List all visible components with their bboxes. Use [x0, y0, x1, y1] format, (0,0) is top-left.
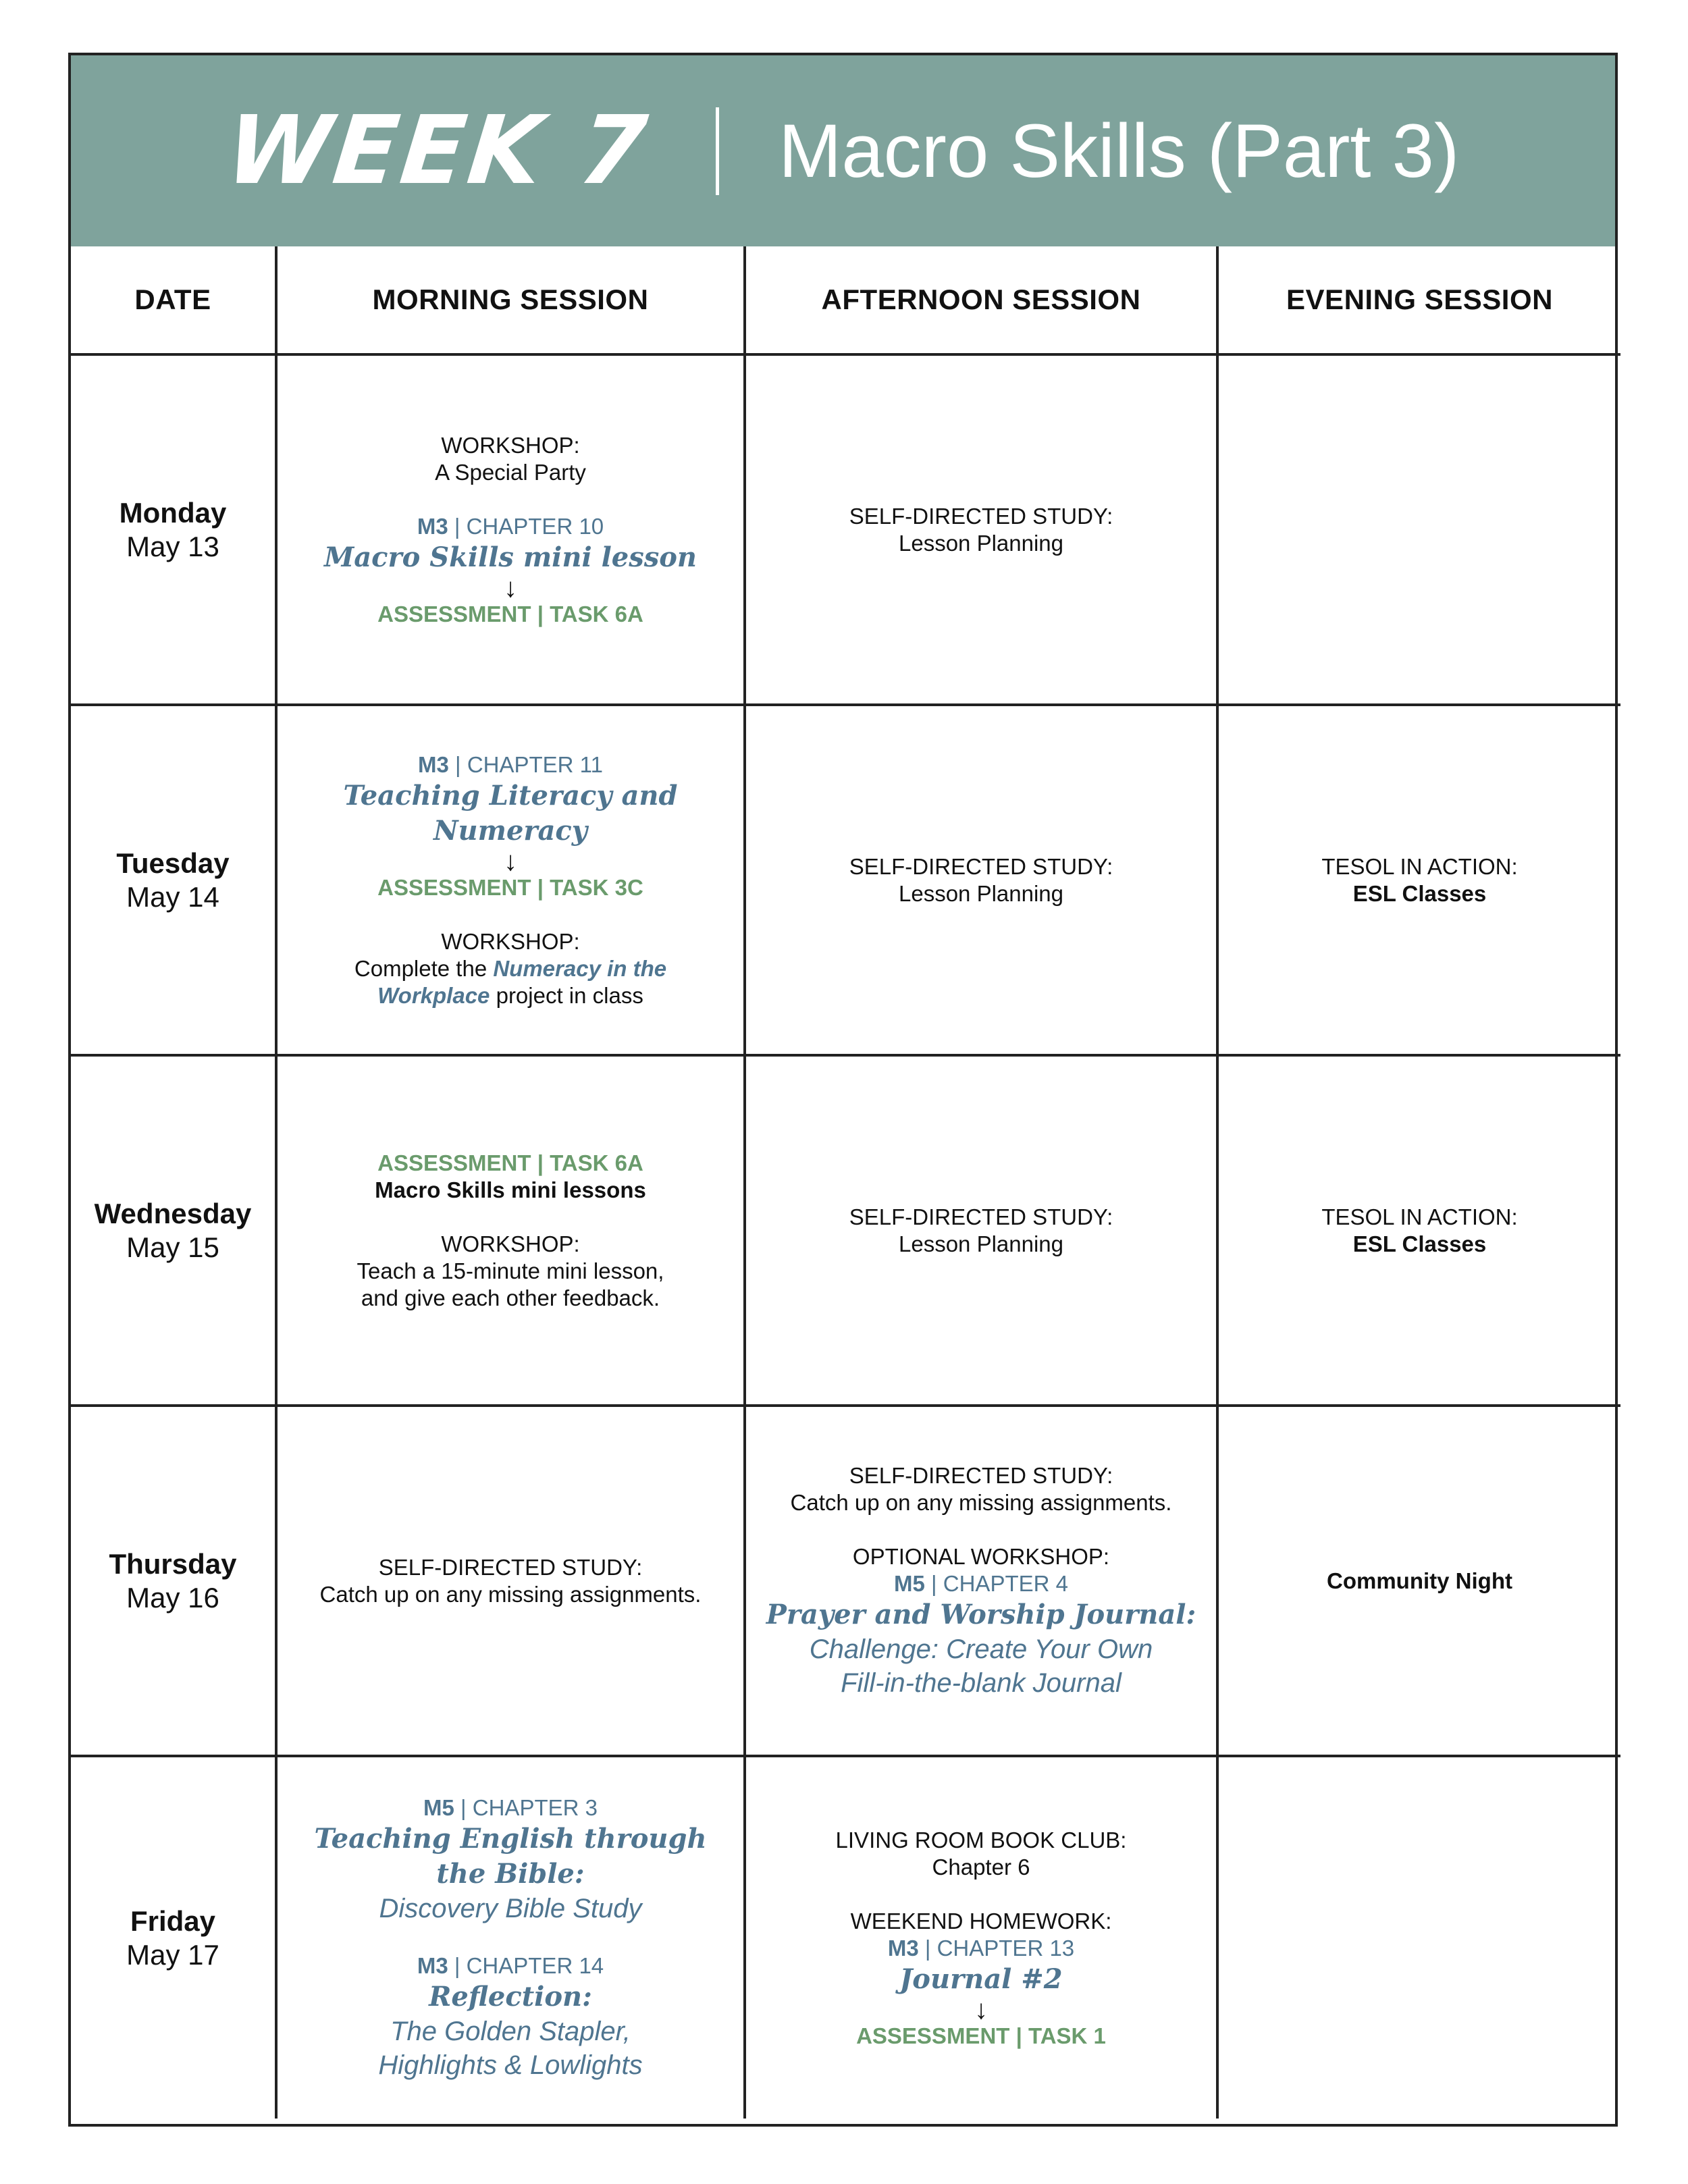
day-name: Tuesday	[116, 847, 230, 879]
date-cell	[71, 1406, 276, 1756]
chapter-label: CHAPTER 4	[943, 1570, 1068, 1596]
column-header-row	[71, 246, 1620, 354]
book-club-text: Chapter 6	[932, 1854, 1030, 1880]
book-club-label: LIVING ROOM BOOK CLUB:	[835, 1827, 1127, 1853]
day-date: May 16	[126, 1581, 219, 1614]
module-code: M3	[418, 751, 449, 777]
evening-text: ESL Classes	[1352, 1231, 1487, 1256]
optional-workshop-label: OPTIONAL WORKSHOP:	[852, 1543, 1110, 1569]
study-text: Lesson Planning	[898, 530, 1064, 556]
module-code: M3	[887, 1935, 919, 1961]
day-date: May 17	[126, 1938, 219, 1971]
evening-text: ESL Classes	[1352, 880, 1487, 906]
evening-text: Community Night	[1327, 1568, 1512, 1593]
chapter-label: CHAPTER 13	[937, 1935, 1075, 1961]
day-name: Monday	[119, 496, 227, 529]
afternoon-cell	[745, 1756, 1217, 2119]
day-date: May 13	[126, 530, 219, 562]
module-chapter: M3 | CHAPTER 14	[417, 1952, 604, 1978]
study-text: Lesson Planning	[898, 880, 1064, 906]
day-name: Wednesday	[94, 1197, 252, 1229]
lesson-subtitle-cont: Highlights & Lowlights	[378, 2050, 643, 2080]
evening-label: TESOL IN ACTION:	[1321, 1204, 1518, 1229]
module-code: M5	[423, 1794, 454, 1820]
module-code: M3	[417, 1952, 448, 1978]
column-header-afternoon: AFTERNOON SESSION	[745, 246, 1217, 354]
lesson-subtitle: Discovery Bible Study	[379, 1893, 642, 1923]
lesson-title: Journal #2	[899, 1963, 1063, 1995]
column-header-morning: MORNING SESSION	[276, 246, 745, 354]
down-arrow-icon: ↓	[504, 846, 517, 876]
header-divider	[716, 107, 719, 195]
workshop-text: Teach a 15-minute mini lesson,	[357, 1258, 664, 1283]
workshop-text: A Special Party	[435, 459, 586, 485]
study-text: Lesson Planning	[898, 1231, 1064, 1256]
date-cell	[71, 1055, 276, 1406]
module-code: M3	[417, 513, 448, 539]
week-subtitle: Macro Skills (Part 3)	[779, 109, 1460, 193]
lesson-title: Macro Skills mini lesson	[323, 541, 697, 573]
table-row	[71, 705, 1620, 1055]
schedule-table	[71, 246, 1620, 2119]
lesson-title: Reflection:	[429, 1980, 592, 2013]
module-chapter: M3 | CHAPTER 10	[417, 513, 604, 539]
study-label: SELF-DIRECTED STUDY:	[849, 503, 1113, 529]
evening-label: TESOL IN ACTION:	[1321, 853, 1518, 879]
lesson-title: Prayer and Worship Journal:	[766, 1598, 1196, 1630]
workshop-label: WORKSHOP:	[441, 1231, 580, 1256]
evening-cell	[1217, 1055, 1620, 1406]
chapter-label: CHAPTER 11	[467, 751, 603, 777]
lesson-title: Teaching English through the Bible:	[314, 1822, 707, 1890]
afternoon-cell	[745, 1055, 1217, 1406]
down-arrow-icon: ↓	[504, 572, 517, 603]
lesson-title: Teaching Literacy and Numeracy	[343, 779, 678, 847]
lesson-subtitle-cont: Fill-in-the-blank Journal	[841, 1668, 1122, 1698]
table-row	[71, 1756, 1620, 2119]
workshop-label: WORKSHOP:	[441, 928, 580, 954]
study-label: SELF-DIRECTED STUDY:	[849, 1204, 1113, 1229]
day-name: Thursday	[109, 1547, 237, 1580]
workshop-label: WORKSHOP:	[441, 432, 580, 458]
afternoon-cell	[745, 354, 1217, 705]
module-chapter: M3 | CHAPTER 13	[887, 1935, 1075, 1961]
evening-cell	[1217, 1406, 1620, 1756]
module-chapter: M3 | CHAPTER 11	[418, 751, 603, 777]
week-title: WEEK 7	[221, 96, 654, 206]
morning-cell	[276, 705, 745, 1055]
chapter-label: CHAPTER 3	[472, 1794, 598, 1820]
afternoon-cell	[745, 1406, 1217, 1756]
lesson-subtitle: The Golden Stapler,	[390, 2016, 631, 2046]
chapter-label: CHAPTER 14	[466, 1952, 604, 1978]
date-cell	[71, 354, 276, 705]
header-banner	[71, 55, 1615, 246]
assessment-label: ASSESSMENT | TASK 6A	[377, 1150, 643, 1175]
day-name: Friday	[130, 1905, 216, 1937]
study-label: SELF-DIRECTED STUDY:	[849, 1462, 1113, 1488]
table-row	[71, 354, 1620, 705]
evening-cell	[1217, 705, 1620, 1055]
study-label: SELF-DIRECTED STUDY:	[378, 1554, 643, 1580]
date-cell	[71, 1756, 276, 2119]
evening-cell	[1217, 1756, 1620, 2119]
assessment-label: ASSESSMENT | TASK 3C	[377, 874, 643, 900]
table-row	[71, 1406, 1620, 1756]
study-label: SELF-DIRECTED STUDY:	[849, 853, 1113, 879]
morning-cell	[276, 354, 745, 705]
assessment-label: ASSESSMENT | TASK 6A	[377, 601, 643, 627]
morning-cell	[276, 1756, 745, 2119]
day-date: May 15	[126, 1231, 219, 1263]
workshop-text-cont: and give each other feedback.	[361, 1285, 660, 1310]
assessment-label: ASSESSMENT | TASK 1	[856, 2023, 1106, 2048]
schedule-sheet	[68, 53, 1618, 2127]
lesson-subtitle: Challenge: Create Your Own	[809, 1634, 1153, 1664]
homework-label: WEEKEND HOMEWORK:	[850, 1908, 1112, 1934]
study-text: Catch up on any missing assignments.	[790, 1489, 1172, 1515]
day-date: May 14	[126, 880, 219, 913]
column-header-evening: EVENING SESSION	[1217, 246, 1620, 354]
workshop-text: Complete the Numeracy in the	[354, 955, 667, 981]
module-chapter: M5 | CHAPTER 4	[894, 1570, 1068, 1596]
morning-cell	[276, 1055, 745, 1406]
morning-cell	[276, 1406, 745, 1756]
chapter-label: CHAPTER 10	[466, 513, 604, 539]
assessment-text: Macro Skills mini lessons	[375, 1177, 646, 1202]
study-text: Catch up on any missing assignments.	[319, 1581, 702, 1607]
module-code: M5	[894, 1570, 925, 1596]
column-header-date: DATE	[71, 246, 276, 354]
workshop-text-cont: Workplace project in class	[377, 982, 643, 1008]
table-row	[71, 1055, 1620, 1406]
module-chapter: M5 | CHAPTER 3	[423, 1794, 598, 1820]
date-cell	[71, 705, 276, 1055]
evening-cell	[1217, 354, 1620, 705]
down-arrow-icon: ↓	[974, 1994, 988, 2025]
afternoon-cell	[745, 705, 1217, 1055]
